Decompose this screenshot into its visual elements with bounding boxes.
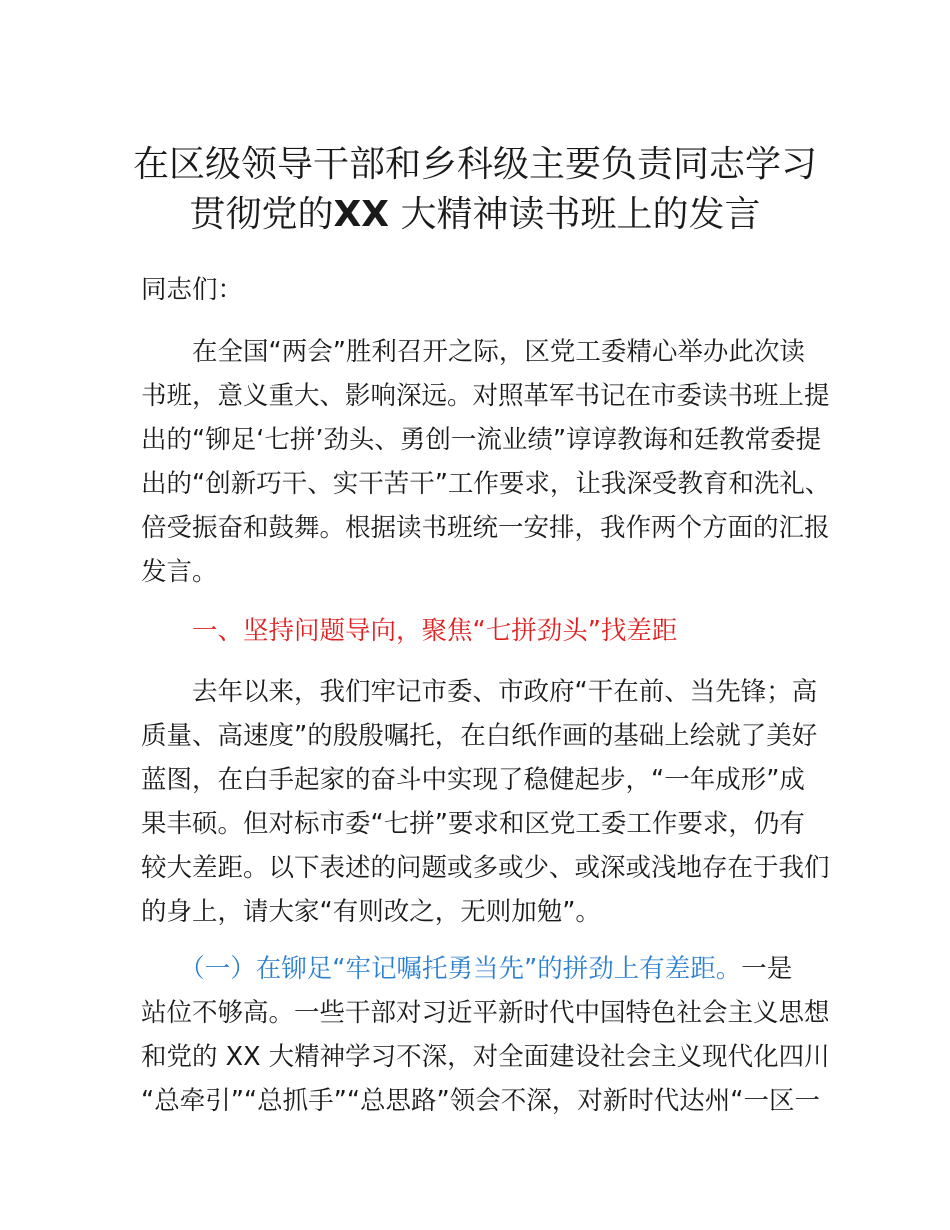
paragraph-line: “总牵引”“总抓手”“总思路”领会不深，对新时代达州“一区一 — [141, 1086, 820, 1116]
paragraph-line: 倍受振奋和鼓舞。根据读书班统一安排，我作两个方面的汇报 — [141, 513, 830, 543]
paragraph-line: 书班，意义重大、影响深远。对照革军书记在市委读书班上提 — [141, 381, 830, 411]
paragraph-2 — [141, 670, 830, 934]
paragraph-line-rest: 一是 — [741, 954, 793, 984]
paragraph-line: 蓝图，在白手起家的奋斗中实现了稳健起步，“一年成形”成 — [141, 765, 805, 795]
paragraph-line: 的身上，请大家“有则改之，无则加勉”。 — [141, 897, 601, 927]
title-line-2-bold: XX — [333, 194, 390, 235]
paragraph-line: 发言。 — [141, 557, 218, 587]
paragraph-line: 较大差距。以下表述的问题或多或少、或深或浅地存在于我们 — [141, 853, 830, 883]
paragraph-line: 站位不够高。一些干部对习近平新时代中国特色社会主义思想 — [141, 998, 830, 1028]
paragraph-line: 在全国“两会”胜利召开之际，区党工委精心举办此次读 — [141, 337, 805, 367]
title-line-2 — [100, 190, 850, 240]
paragraph-3 — [141, 947, 830, 1123]
title-line-2-part-b: 大精神读书班上的发言 — [400, 194, 761, 235]
title-line-1: 在区级领导干部和乡科级主要负责同志学习 — [132, 144, 817, 185]
paragraph-indent — [141, 954, 192, 984]
paragraph-line: 果丰硕。但对标市委“七拼”要求和区党工委工作要求，仍有 — [141, 809, 805, 839]
paragraph-line: 和党的 XX 大精神学习不深，对全面建设社会主义现代化四川 — [141, 1042, 830, 1072]
title-line-2-part-a: 贯彻党的 — [189, 194, 334, 235]
paragraph-line: 去年以来，我们牢记市委、市政府“干在前、当先锋；高 — [141, 677, 818, 707]
paragraph-line: 出的“创新巧干、实干苦干”工作要求，让我深受教育和洗礼、 — [141, 469, 831, 499]
paragraph-line: 出的“铆足‘七拼’劲头、勇创一流业绩”谆谆教诲和廷教常委提 — [141, 425, 822, 455]
section-1-heading: 一、坚持问题导向，聚焦“七拼劲头”找差距 — [192, 616, 678, 646]
greeting: 同志们： — [141, 275, 244, 305]
paragraph-line — [141, 947, 811, 991]
subsection-heading: （一）在铆足“牢记嘱托勇当先”的拼劲上有差距。 — [192, 954, 742, 984]
document-title — [100, 140, 850, 240]
paragraph-1 — [141, 330, 831, 594]
paragraph-line: 质量、高速度”的殷殷嘱托，在白纸作画的基础上绘就了美好 — [141, 721, 818, 751]
